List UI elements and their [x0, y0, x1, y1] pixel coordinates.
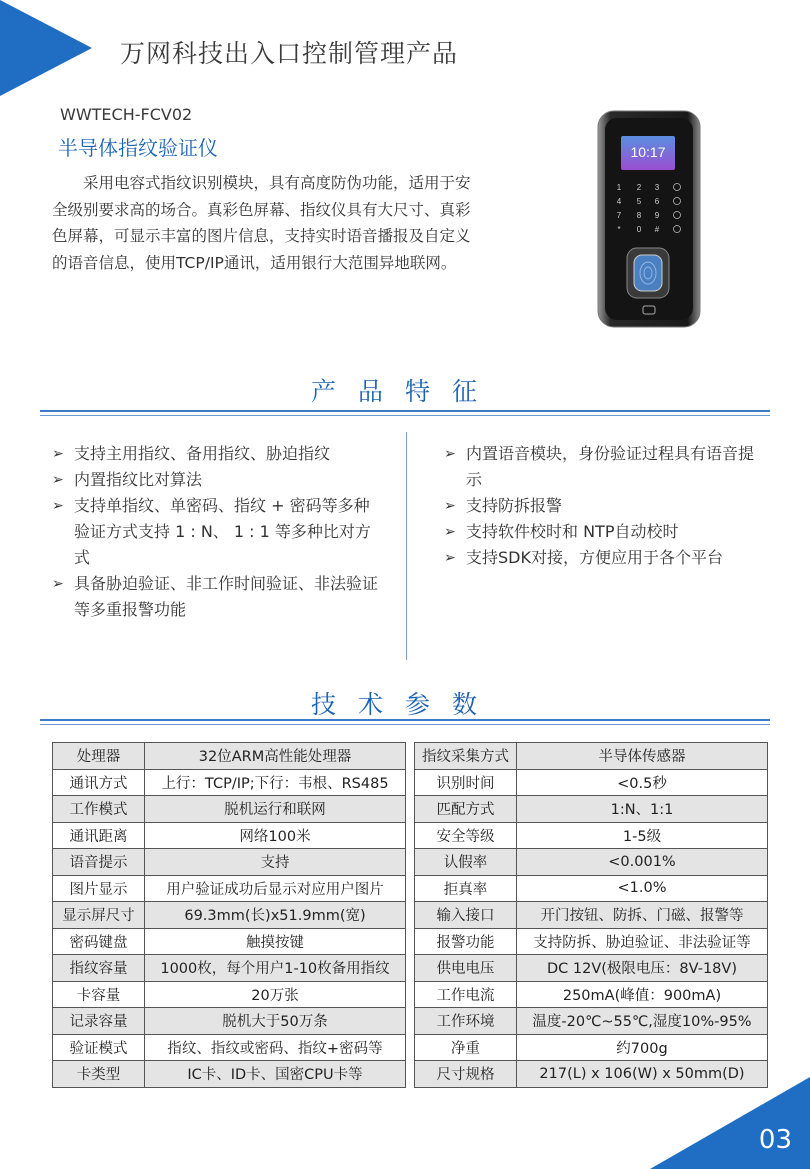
table-row: [415, 743, 768, 770]
features-divider-thin: [40, 415, 770, 416]
spec-label: 报警功能: [415, 928, 517, 955]
feature-item: [52, 571, 382, 623]
feature-text: 支持主用指纹、备用指纹、胁迫指纹: [74, 444, 331, 463]
specs-divider-thin: [40, 724, 770, 725]
keypad-key: 3: [654, 183, 660, 192]
table-row: [53, 796, 406, 823]
specs-divider: [40, 719, 770, 721]
spec-value: 69.3mm(长)x51.9mm(宽): [145, 902, 406, 929]
feature-item: [444, 441, 764, 493]
spec-label: 验证模式: [53, 1034, 145, 1061]
corner-triangle-top: [0, 0, 100, 100]
spec-value: 支持防拆、胁迫验证、非法验证等: [517, 928, 768, 955]
device-screen-time: 10:17: [630, 144, 666, 160]
keypad-key: 7: [616, 211, 622, 220]
spec-value: 上行：TCP/IP;下行：韦根、RS485: [145, 769, 406, 796]
spec-label: 指纹采集方式: [415, 743, 517, 770]
specs-table-left: [52, 742, 406, 1088]
keypad-key: 4: [616, 197, 622, 206]
spec-label: 匹配方式: [415, 796, 517, 823]
spec-label: 密码键盘: [53, 928, 145, 955]
spec-label: 卡容量: [53, 981, 145, 1008]
specs-table-right: [414, 742, 768, 1088]
feature-text: 支持软件校时和 NTP自动校时: [466, 522, 679, 541]
spec-value: 脱机运行和联网: [145, 796, 406, 823]
spec-label: 语音提示: [53, 849, 145, 876]
features-column-separator: [406, 432, 407, 660]
spec-label: 工作环境: [415, 1008, 517, 1035]
table-row: [415, 769, 768, 796]
spec-label: 拒真率: [415, 875, 517, 902]
table-row: [415, 928, 768, 955]
table-row: [415, 822, 768, 849]
spec-value: 217(L) x 106(W) x 50mm(D): [517, 1061, 768, 1088]
feature-item: [444, 545, 764, 571]
spec-value: 支持: [145, 849, 406, 876]
spec-value: 网络100米: [145, 822, 406, 849]
spec-label: 工作电流: [415, 981, 517, 1008]
keypad-key: #: [654, 225, 660, 234]
bullet-arrow-icon: ➢: [444, 550, 456, 566]
bullet-arrow-icon: ➢: [52, 472, 64, 488]
spec-value: 32位ARM高性能处理器: [145, 743, 406, 770]
keypad-key: 6: [654, 197, 660, 206]
spec-label: 记录容量: [53, 1008, 145, 1035]
table-row: [415, 902, 768, 929]
spec-value: 脱机大于50万条: [145, 1008, 406, 1035]
table-row: [415, 849, 768, 876]
spec-label: 供电电压: [415, 955, 517, 982]
table-row: [415, 981, 768, 1008]
spec-label: 通讯方式: [53, 769, 145, 796]
table-row: [415, 1008, 768, 1035]
spec-value: IC卡、ID卡、国密CPU卡等: [145, 1061, 406, 1088]
features-right-column: [444, 441, 764, 571]
spec-value: <0.5秒: [517, 769, 768, 796]
table-row: [53, 1034, 406, 1061]
keypad-key: 8: [636, 211, 642, 220]
table-row: [53, 822, 406, 849]
spec-value: 开门按钮、防拆、门磁、报警等: [517, 902, 768, 929]
page-header-title: 万网科技出入口控制管理产品: [120, 39, 459, 68]
bullet-arrow-icon: ➢: [444, 446, 456, 462]
table-row: [53, 1008, 406, 1035]
product-intro: 采用电容式指纹识别模块，具有高度防伪功能，适用于安全级别要求高的场合。真彩色屏幕、指纹仪具有大尺寸、真彩色屏幕，可显示丰富的图片信息，支持实时语音播报及自定义的语音信息，使用TCP/IP通讯，适用银行大范围异地联网。: [52, 174, 471, 272]
feature-text: 内置指纹比对算法: [74, 470, 203, 489]
table-row: [53, 902, 406, 929]
spec-label: 卡类型: [53, 1061, 145, 1088]
features-section-title: 产品特征: [310, 377, 499, 406]
spec-label: 认假率: [415, 849, 517, 876]
spec-value: 指纹、指纹或密码、指纹+密码等: [145, 1034, 406, 1061]
feature-item: [52, 467, 382, 493]
table-row: [53, 769, 406, 796]
table-row: [53, 928, 406, 955]
corner-triangle-bottom: [650, 1077, 810, 1169]
spec-label: 工作模式: [53, 796, 145, 823]
spec-value: <1.0%: [517, 875, 768, 902]
page-number: 03: [758, 1125, 792, 1155]
table-row: [415, 1034, 768, 1061]
spec-label: 尺寸规格: [415, 1061, 517, 1088]
spec-label: 净重: [415, 1034, 517, 1061]
spec-value: 触摸按键: [145, 928, 406, 955]
table-row: [53, 849, 406, 876]
table-row: [415, 796, 768, 823]
bullet-arrow-icon: ➢: [52, 498, 64, 514]
table-row: [53, 981, 406, 1008]
features-divider: [40, 410, 770, 412]
spec-value: 用户验证成功后显示对应用户图片: [145, 875, 406, 902]
feature-text: 具备胁迫验证、非工作时间验证、非法验证等多重报警功能: [74, 574, 379, 619]
spec-value: 20万张: [145, 981, 406, 1008]
spec-value: DC 12V(极限电压：8V-18V): [517, 955, 768, 982]
keypad-key: 0: [636, 225, 642, 234]
spec-label: 显示屏尺寸: [53, 902, 145, 929]
spec-value: 1000枚，每个用户1-10枚备用指纹: [145, 955, 406, 982]
table-row: [415, 955, 768, 982]
bullet-arrow-icon: ➢: [52, 576, 64, 592]
feature-text: 内置语音模块，身份验证过程具有语音提示: [466, 444, 755, 489]
bullet-arrow-icon: ➢: [444, 498, 456, 514]
product-name: 半导体指纹验证仪: [58, 136, 218, 160]
spec-value: 1:N、1:1: [517, 796, 768, 823]
spec-value: 250mA(峰值：900mA): [517, 981, 768, 1008]
specs-section-title: 技术参数: [310, 690, 499, 719]
table-row: [53, 955, 406, 982]
bullet-arrow-icon: ➢: [52, 446, 64, 462]
keypad-key: 5: [636, 197, 642, 206]
keypad-key: *: [617, 225, 621, 234]
keypad-key: 1: [616, 183, 622, 192]
spec-label: 图片显示: [53, 875, 145, 902]
spec-label: 安全等级: [415, 822, 517, 849]
feature-item: [52, 493, 382, 571]
table-row: [415, 875, 768, 902]
spec-label: 通讯距离: [53, 822, 145, 849]
spec-value: 半导体传感器: [517, 743, 768, 770]
spec-value: <0.001%: [517, 849, 768, 876]
bullet-arrow-icon: ➢: [444, 524, 456, 540]
product-model: WWTECH-FCV02: [60, 105, 193, 124]
table-row: [53, 875, 406, 902]
feature-text: 支持防拆报警: [466, 496, 563, 515]
feature-text: 支持单指纹、单密码、指纹 + 密码等多种验证方式支持 1 : N、 1 : 1 等多种比对方式: [74, 496, 371, 567]
spec-label: 指纹容量: [53, 955, 145, 982]
fingerprint-sensor: [634, 255, 662, 291]
feature-text: 支持SDK对接，方便应用于各个平台: [466, 548, 723, 567]
feature-item: [52, 441, 382, 467]
spec-label: 输入接口: [415, 902, 517, 929]
feature-item: [444, 519, 764, 545]
spec-value: 约700g: [517, 1034, 768, 1061]
features-left-column: [52, 441, 382, 623]
keypad-key: 9: [654, 211, 660, 220]
spec-label: 识别时间: [415, 769, 517, 796]
spec-value: 温度-20℃~55℃,湿度10%-95%: [517, 1008, 768, 1035]
spec-value: 1-5级: [517, 822, 768, 849]
spec-label: 处理器: [53, 743, 145, 770]
table-row: [53, 1061, 406, 1088]
table-row: [53, 743, 406, 770]
feature-item: [444, 493, 764, 519]
fingerprint-device-image: [597, 110, 701, 330]
keypad-key: 2: [636, 183, 642, 192]
